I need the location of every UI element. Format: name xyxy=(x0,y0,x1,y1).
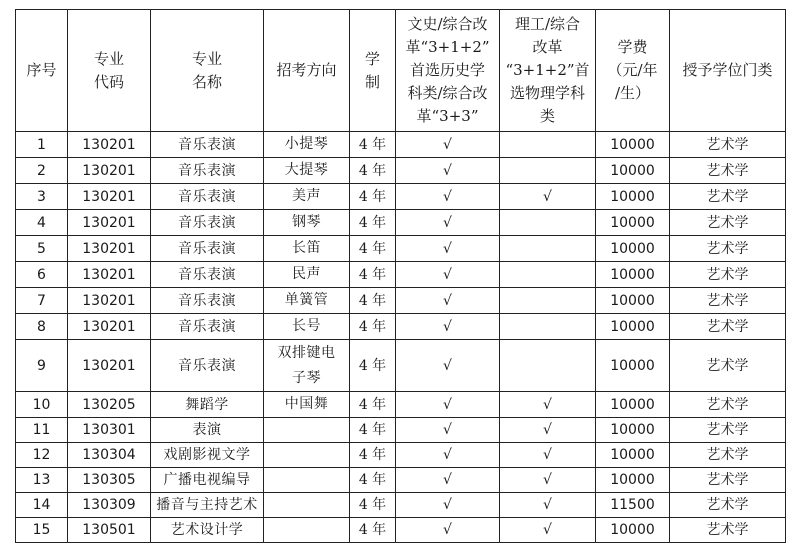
header-line: 学 xyxy=(364,49,380,68)
cell-major-code: 130301 xyxy=(68,418,151,443)
direction-line: 美声 xyxy=(292,188,321,204)
header-fee xyxy=(596,10,670,132)
header-line: /生） xyxy=(614,84,651,102)
cell-liberal-check: √ xyxy=(396,288,500,314)
header-line: 革“3+1+2” xyxy=(405,38,490,56)
cell-science-check xyxy=(500,236,596,262)
header-line: 招考方向 xyxy=(276,61,337,79)
cell-degree: 艺术学 xyxy=(670,158,786,184)
table-row xyxy=(16,418,786,443)
cell-degree: 艺术学 xyxy=(670,443,786,468)
header-line: 专业 xyxy=(93,49,124,68)
cell-seq: 11 xyxy=(16,418,68,443)
header-line: 选物理学科 xyxy=(509,84,585,102)
direction-line: 钢琴 xyxy=(292,214,321,230)
cell-liberal-check: √ xyxy=(396,184,500,210)
header-line: 革“3+3” xyxy=(416,107,479,125)
header-line: 代码 xyxy=(93,72,124,91)
cell-seq: 1 xyxy=(16,132,68,158)
cell-duration: 4 年 xyxy=(350,132,396,158)
cell-degree: 艺术学 xyxy=(670,340,786,392)
cell-degree: 艺术学 xyxy=(670,236,786,262)
cell-fee: 10000 xyxy=(596,288,670,314)
cell-science-check xyxy=(500,132,596,158)
header-line: 类 xyxy=(539,107,555,125)
cell-science-check: √ xyxy=(500,418,596,443)
cell-liberal-check: √ xyxy=(396,443,500,468)
header-line: 文史/综合改 xyxy=(407,15,488,33)
cell-science-check: √ xyxy=(500,184,596,210)
cell-major-name: 音乐表演 xyxy=(151,210,264,236)
cell-major-name: 音乐表演 xyxy=(151,184,264,210)
cell-direction xyxy=(264,210,350,236)
cell-direction xyxy=(264,236,350,262)
table-row xyxy=(16,262,786,288)
cell-major-code: 130201 xyxy=(68,288,151,314)
table-row xyxy=(16,236,786,262)
cell-degree: 艺术学 xyxy=(670,262,786,288)
direction-line: 小提琴 xyxy=(284,136,329,152)
header-degree xyxy=(670,10,786,132)
cell-seq: 7 xyxy=(16,288,68,314)
cell-duration: 4 年 xyxy=(350,392,396,418)
cell-major-code: 130201 xyxy=(68,132,151,158)
table-row xyxy=(16,314,786,340)
header-liberal-arts xyxy=(396,10,500,132)
cell-major-name: 音乐表演 xyxy=(151,340,264,392)
cell-science-check xyxy=(500,262,596,288)
header-line: 改革 xyxy=(532,38,563,56)
cell-degree: 艺术学 xyxy=(670,288,786,314)
header-science xyxy=(500,10,596,132)
cell-direction xyxy=(264,443,350,468)
table-header xyxy=(16,10,786,132)
table-row xyxy=(16,340,786,392)
table-body xyxy=(16,132,786,543)
cell-direction xyxy=(264,418,350,443)
cell-direction xyxy=(264,288,350,314)
direction-line: 大提琴 xyxy=(284,162,329,178)
cell-liberal-check: √ xyxy=(396,210,500,236)
table-row xyxy=(16,493,786,518)
cell-major-name: 戏剧影视文学 xyxy=(151,443,264,468)
header-line: 授予学位门类 xyxy=(682,61,773,79)
header-line: 学费 xyxy=(617,38,648,56)
cell-duration: 4 年 xyxy=(350,262,396,288)
cell-major-name: 音乐表演 xyxy=(151,236,264,262)
table-row xyxy=(16,184,786,210)
cell-liberal-check: √ xyxy=(396,236,500,262)
cell-fee: 10000 xyxy=(596,236,670,262)
cell-major-code: 130201 xyxy=(68,158,151,184)
cell-science-check xyxy=(500,158,596,184)
cell-major-code: 130304 xyxy=(68,443,151,468)
cell-direction xyxy=(264,468,350,493)
cell-major-name: 播音与主持艺术 xyxy=(151,493,264,518)
header-line: 理工/综合 xyxy=(514,15,581,33)
direction-line: 长号 xyxy=(292,318,321,334)
cell-major-code: 130201 xyxy=(68,210,151,236)
direction-line: 双排键电 xyxy=(277,344,336,361)
cell-major-code: 130201 xyxy=(68,262,151,288)
cell-major-name: 音乐表演 xyxy=(151,262,264,288)
cell-degree: 艺术学 xyxy=(670,314,786,340)
cell-direction xyxy=(264,184,350,210)
table-row xyxy=(16,468,786,493)
cell-direction xyxy=(264,392,350,418)
cell-science-check xyxy=(500,288,596,314)
cell-seq: 15 xyxy=(16,518,68,543)
cell-science-check xyxy=(500,340,596,392)
cell-major-name: 音乐表演 xyxy=(151,288,264,314)
header-duration xyxy=(350,10,396,132)
header-line: 制 xyxy=(364,72,380,91)
header-direction xyxy=(264,10,350,132)
cell-seq: 5 xyxy=(16,236,68,262)
cell-major-name: 艺术设计学 xyxy=(151,518,264,543)
cell-seq: 2 xyxy=(16,158,68,184)
cell-major-code: 130201 xyxy=(68,184,151,210)
direction-line: 单簧管 xyxy=(284,292,329,308)
cell-liberal-check: √ xyxy=(396,314,500,340)
header-line: 名称 xyxy=(191,72,222,91)
table-row xyxy=(16,288,786,314)
header-line: “3+1+2”首 xyxy=(505,61,590,79)
cell-direction xyxy=(264,518,350,543)
direction-line: 中国舞 xyxy=(284,396,329,412)
cell-fee: 10000 xyxy=(596,443,670,468)
cell-seq: 12 xyxy=(16,443,68,468)
cell-major-name: 表演 xyxy=(151,418,264,443)
cell-fee: 10000 xyxy=(596,468,670,493)
cell-direction xyxy=(264,340,350,392)
cell-seq: 10 xyxy=(16,392,68,418)
cell-direction xyxy=(264,132,350,158)
cell-direction xyxy=(264,262,350,288)
cell-duration: 4 年 xyxy=(350,340,396,392)
cell-duration: 4 年 xyxy=(350,210,396,236)
cell-fee: 10000 xyxy=(596,158,670,184)
cell-degree: 艺术学 xyxy=(670,132,786,158)
cell-fee: 10000 xyxy=(596,132,670,158)
header-name xyxy=(151,10,264,132)
cell-direction xyxy=(264,158,350,184)
table-row xyxy=(16,132,786,158)
cell-seq: 6 xyxy=(16,262,68,288)
cell-science-check xyxy=(500,314,596,340)
cell-liberal-check: √ xyxy=(396,262,500,288)
cell-degree: 艺术学 xyxy=(670,392,786,418)
cell-science-check: √ xyxy=(500,392,596,418)
cell-duration: 4 年 xyxy=(350,288,396,314)
direction-line: 长笛 xyxy=(292,240,321,256)
cell-degree: 艺术学 xyxy=(670,493,786,518)
cell-liberal-check: √ xyxy=(396,418,500,443)
direction-line: 子琴 xyxy=(292,369,321,386)
cell-major-code: 130201 xyxy=(68,314,151,340)
cell-major-name: 音乐表演 xyxy=(151,158,264,184)
cell-major-code: 130501 xyxy=(68,518,151,543)
cell-fee: 11500 xyxy=(596,493,670,518)
header-seq xyxy=(16,10,68,132)
cell-duration: 4 年 xyxy=(350,236,396,262)
cell-seq: 9 xyxy=(16,340,68,392)
table-row xyxy=(16,518,786,543)
cell-liberal-check: √ xyxy=(396,340,500,392)
cell-liberal-check: √ xyxy=(396,493,500,518)
cell-seq: 13 xyxy=(16,468,68,493)
cell-duration: 4 年 xyxy=(350,493,396,518)
cell-major-name: 广播电视编导 xyxy=(151,468,264,493)
cell-major-code: 130305 xyxy=(68,468,151,493)
cell-seq: 3 xyxy=(16,184,68,210)
cell-direction xyxy=(264,314,350,340)
cell-degree: 艺术学 xyxy=(670,518,786,543)
cell-degree: 艺术学 xyxy=(670,468,786,493)
cell-science-check: √ xyxy=(500,443,596,468)
cell-fee: 10000 xyxy=(596,210,670,236)
cell-fee: 10000 xyxy=(596,418,670,443)
header-line: 科类/综合改 xyxy=(407,84,488,102)
table-row xyxy=(16,158,786,184)
cell-major-name: 音乐表演 xyxy=(151,132,264,158)
cell-duration: 4 年 xyxy=(350,158,396,184)
cell-fee: 10000 xyxy=(596,518,670,543)
cell-major-name: 音乐表演 xyxy=(151,314,264,340)
cell-degree: 艺术学 xyxy=(670,184,786,210)
cell-duration: 4 年 xyxy=(350,314,396,340)
cell-degree: 艺术学 xyxy=(670,210,786,236)
cell-duration: 4 年 xyxy=(350,184,396,210)
header-line: （元/年 xyxy=(607,61,658,79)
header-line: 序号 xyxy=(26,61,57,79)
cell-duration: 4 年 xyxy=(350,518,396,543)
cell-duration: 4 年 xyxy=(350,468,396,493)
cell-fee: 10000 xyxy=(596,262,670,288)
cell-seq: 14 xyxy=(16,493,68,518)
header-line: 首选历史学 xyxy=(409,61,485,79)
header-row xyxy=(16,10,786,132)
cell-major-name: 舞蹈学 xyxy=(151,392,264,418)
table-row xyxy=(16,210,786,236)
cell-seq: 8 xyxy=(16,314,68,340)
cell-liberal-check: √ xyxy=(396,518,500,543)
cell-direction xyxy=(264,493,350,518)
cell-seq: 4 xyxy=(16,210,68,236)
cell-liberal-check: √ xyxy=(396,468,500,493)
cell-major-code: 130201 xyxy=(68,236,151,262)
cell-fee: 10000 xyxy=(596,392,670,418)
cell-major-code: 130205 xyxy=(68,392,151,418)
cell-liberal-check: √ xyxy=(396,132,500,158)
cell-science-check xyxy=(500,210,596,236)
cell-science-check: √ xyxy=(500,518,596,543)
header-line: 专业 xyxy=(191,49,222,68)
cell-major-code: 130201 xyxy=(68,340,151,392)
cell-major-code: 130309 xyxy=(68,493,151,518)
cell-fee: 10000 xyxy=(596,314,670,340)
admission-majors-table xyxy=(15,9,786,543)
header-code xyxy=(68,10,151,132)
cell-fee: 10000 xyxy=(596,340,670,392)
cell-science-check: √ xyxy=(500,468,596,493)
cell-liberal-check: √ xyxy=(396,392,500,418)
cell-science-check: √ xyxy=(500,493,596,518)
cell-duration: 4 年 xyxy=(350,418,396,443)
table-row xyxy=(16,443,786,468)
cell-degree: 艺术学 xyxy=(670,418,786,443)
cell-fee: 10000 xyxy=(596,184,670,210)
table-row xyxy=(16,392,786,418)
direction-line: 民声 xyxy=(292,266,321,282)
cell-duration: 4 年 xyxy=(350,443,396,468)
cell-liberal-check: √ xyxy=(396,158,500,184)
